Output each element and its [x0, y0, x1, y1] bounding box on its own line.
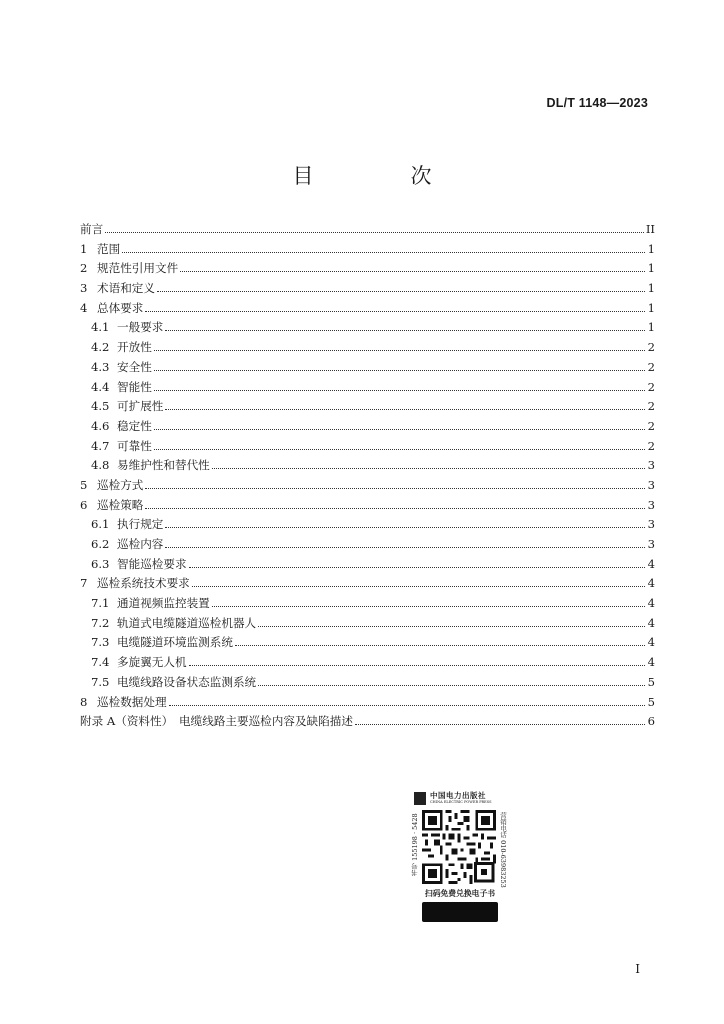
toc-entry-number: 4.7	[91, 438, 110, 453]
toc-entry-label: 可扩展性	[117, 399, 164, 414]
toc-leader-dots	[189, 654, 645, 666]
toc-entry-number: 8	[80, 694, 88, 709]
qr-code-icon[interactable]	[422, 810, 496, 884]
toc-entry-label: 术语和定义	[97, 281, 155, 296]
toc-entry-page: 5	[647, 694, 655, 709]
toc-entry-label: 稳定性	[117, 418, 152, 433]
toc-entry-number: 3	[80, 281, 88, 296]
toc-entry-page: 1	[647, 300, 655, 315]
toc-entry-page: II	[645, 222, 655, 237]
toc-entry[interactable]	[80, 477, 655, 497]
toc-entry-number: 5	[80, 477, 88, 492]
toc-entry-number: 7.5	[91, 674, 110, 689]
toc-entry-label: 一般要求	[117, 320, 164, 335]
toc-entry-label: 规范性引用文件	[97, 261, 179, 276]
toc-entry-number: 7.1	[91, 596, 110, 611]
toc-entry-number: 6	[80, 497, 88, 512]
toc-entry-page: 2	[647, 379, 655, 394]
toc-entry-page: 3	[647, 517, 655, 532]
toc-entry[interactable]	[80, 575, 655, 595]
toc-leader-dots	[145, 497, 645, 509]
toc-entry-number: 4.6	[91, 418, 110, 433]
toc-entry[interactable]	[80, 241, 655, 261]
toc-leader-dots	[145, 300, 645, 312]
toc-leader-dots	[165, 398, 645, 410]
toc-entry-number: 4.2	[91, 340, 110, 355]
toc-entry-label: 巡检方式	[97, 477, 144, 492]
toc-entry-label: 智能性	[117, 379, 152, 394]
toc-entry-page: 6	[647, 714, 655, 729]
hotline: 营销电话 010-63983253	[499, 812, 507, 888]
toc-entry-label: 通道视频监控装置	[117, 596, 210, 611]
toc-entry-number: 6.2	[91, 537, 110, 552]
toc-entry-label: 巡检策略	[97, 497, 144, 512]
toc-entry[interactable]	[80, 595, 655, 615]
toc-entry-label: 轨道式电缆隧道巡检机器人	[117, 615, 257, 630]
toc-entry-number: 7.4	[91, 655, 110, 670]
toc-entry-number: 7.2	[91, 615, 110, 630]
toc-entry[interactable]	[80, 418, 655, 438]
toc-entry-label: 开放性	[117, 340, 152, 355]
toc-entry-page: 4	[647, 596, 655, 611]
toc-entry[interactable]	[80, 319, 655, 339]
publisher-header	[414, 790, 508, 808]
redacted-code-box	[422, 902, 498, 922]
toc-entry-number: 4.5	[91, 399, 110, 414]
toc-entry[interactable]	[80, 221, 655, 241]
toc-entry[interactable]	[80, 379, 655, 399]
toc-entry-label: 巡检内容	[117, 537, 164, 552]
toc-entry[interactable]	[80, 280, 655, 300]
toc-leader-dots	[165, 516, 645, 528]
toc-entry-page: 4	[647, 556, 655, 571]
toc-entry-page: 4	[647, 576, 655, 591]
toc-leader-dots	[212, 457, 645, 469]
toc-entry[interactable]	[80, 694, 655, 714]
toc-entry[interactable]	[80, 398, 655, 418]
table-of-contents	[80, 221, 655, 733]
toc-entry-number: 1	[80, 241, 88, 256]
toc-entry-number: 4.4	[91, 379, 110, 394]
toc-entry-label: 电缆线路设备状态监测系统	[117, 674, 257, 689]
toc-entry-label: 前言	[80, 222, 104, 237]
toc-entry[interactable]	[80, 713, 655, 733]
toc-entry-page: 4	[647, 635, 655, 650]
toc-entry-page: 2	[647, 340, 655, 355]
toc-entry[interactable]	[80, 556, 655, 576]
toc-entry-page: 2	[647, 399, 655, 414]
toc-leader-dots	[165, 536, 645, 548]
toc-leader-dots	[154, 359, 645, 371]
toc-entry-page: 5	[647, 674, 655, 689]
toc-entry-number: 2	[80, 261, 88, 276]
toc-entry-page: 1	[647, 320, 655, 335]
toc-entry-label: 多旋翼无人机	[117, 655, 187, 670]
toc-leader-dots	[105, 221, 644, 233]
toc-entry[interactable]	[80, 497, 655, 517]
toc-leader-dots	[235, 634, 645, 646]
toc-leader-dots	[154, 418, 645, 430]
toc-entry-page: 4	[647, 655, 655, 670]
toc-entry[interactable]	[80, 654, 655, 674]
toc-entry[interactable]	[80, 359, 655, 379]
qr-caption: 扫码免费兑换电子书	[424, 889, 496, 898]
toc-leader-dots	[258, 674, 645, 686]
toc-entry-label: 易维护性和替代性	[117, 458, 210, 473]
page-title: 目 次	[292, 164, 470, 188]
toc-entry-label: 安全性	[117, 359, 152, 374]
toc-entry-label: 执行规定	[117, 517, 164, 532]
toc-entry-page: 4	[647, 615, 655, 630]
publisher-name-en: CHINA ELECTRIC POWER PRESS	[430, 800, 492, 804]
toc-entry-number: 4	[80, 300, 88, 315]
toc-entry-number: 7.3	[91, 635, 110, 650]
page-number: I	[635, 962, 640, 976]
toc-entry-number: 7	[80, 576, 88, 591]
publisher-name: 中国电力出版社	[430, 791, 486, 800]
toc-entry-page: 3	[647, 537, 655, 552]
toc-entry-page: 2	[647, 418, 655, 433]
toc-leader-dots	[154, 438, 645, 450]
toc-leader-dots	[154, 379, 645, 391]
toc-entry[interactable]	[80, 260, 655, 280]
toc-leader-dots	[180, 260, 645, 272]
toc-leader-dots	[189, 556, 645, 568]
toc-entry-page: 1	[647, 261, 655, 276]
toc-entry-label: 电缆隧道环境监测系统	[117, 635, 233, 650]
publisher-logo-icon	[414, 792, 426, 805]
toc-entry-label: 可靠性	[117, 438, 152, 453]
toc-entry[interactable]	[80, 300, 655, 320]
toc-entry[interactable]	[80, 674, 655, 694]
qr-card	[408, 788, 512, 928]
toc-entry-page: 2	[647, 438, 655, 453]
toc-entry-label: 附录 A（资料性） 电缆线路主要巡检内容及缺陷描述	[80, 714, 353, 729]
toc-entry-page: 1	[647, 241, 655, 256]
toc-entry[interactable]	[80, 615, 655, 635]
toc-entry-page: 3	[647, 458, 655, 473]
toc-entry[interactable]	[80, 339, 655, 359]
toc-entry-number: 4.8	[91, 458, 110, 473]
standard-code: DL/T 1148—2023	[546, 96, 648, 110]
toc-leader-dots	[145, 477, 645, 489]
toc-entry[interactable]	[80, 536, 655, 556]
book-number: 书号 155198 · 5428	[411, 813, 419, 876]
toc-entry-number: 6.1	[91, 517, 110, 532]
toc-entry-page: 2	[647, 359, 655, 374]
toc-leader-dots	[258, 615, 645, 627]
toc-leader-dots	[192, 575, 645, 587]
toc-leader-dots	[355, 713, 645, 725]
toc-leader-dots	[169, 694, 645, 706]
toc-leader-dots	[154, 339, 645, 351]
toc-entry-page: 3	[647, 497, 655, 512]
toc-entry[interactable]	[80, 634, 655, 654]
toc-entry-label: 巡检数据处理	[97, 694, 167, 709]
toc-leader-dots	[212, 595, 645, 607]
toc-entry[interactable]	[80, 438, 655, 458]
toc-entry[interactable]	[80, 457, 655, 477]
toc-entry-number: 4.3	[91, 359, 110, 374]
toc-entry-page: 3	[647, 477, 655, 492]
toc-entry-page: 1	[647, 281, 655, 296]
toc-entry-label: 范围	[97, 241, 121, 256]
toc-entry[interactable]	[80, 516, 655, 536]
toc-entry-number: 6.3	[91, 556, 110, 571]
toc-entry-label: 巡检系统技术要求	[97, 576, 190, 591]
toc-entry-label: 总体要求	[97, 300, 144, 315]
toc-leader-dots	[165, 319, 645, 331]
toc-leader-dots	[157, 280, 645, 292]
toc-entry-number: 4.1	[91, 320, 110, 335]
toc-entry-label: 智能巡检要求	[117, 556, 187, 571]
toc-leader-dots	[122, 241, 645, 253]
